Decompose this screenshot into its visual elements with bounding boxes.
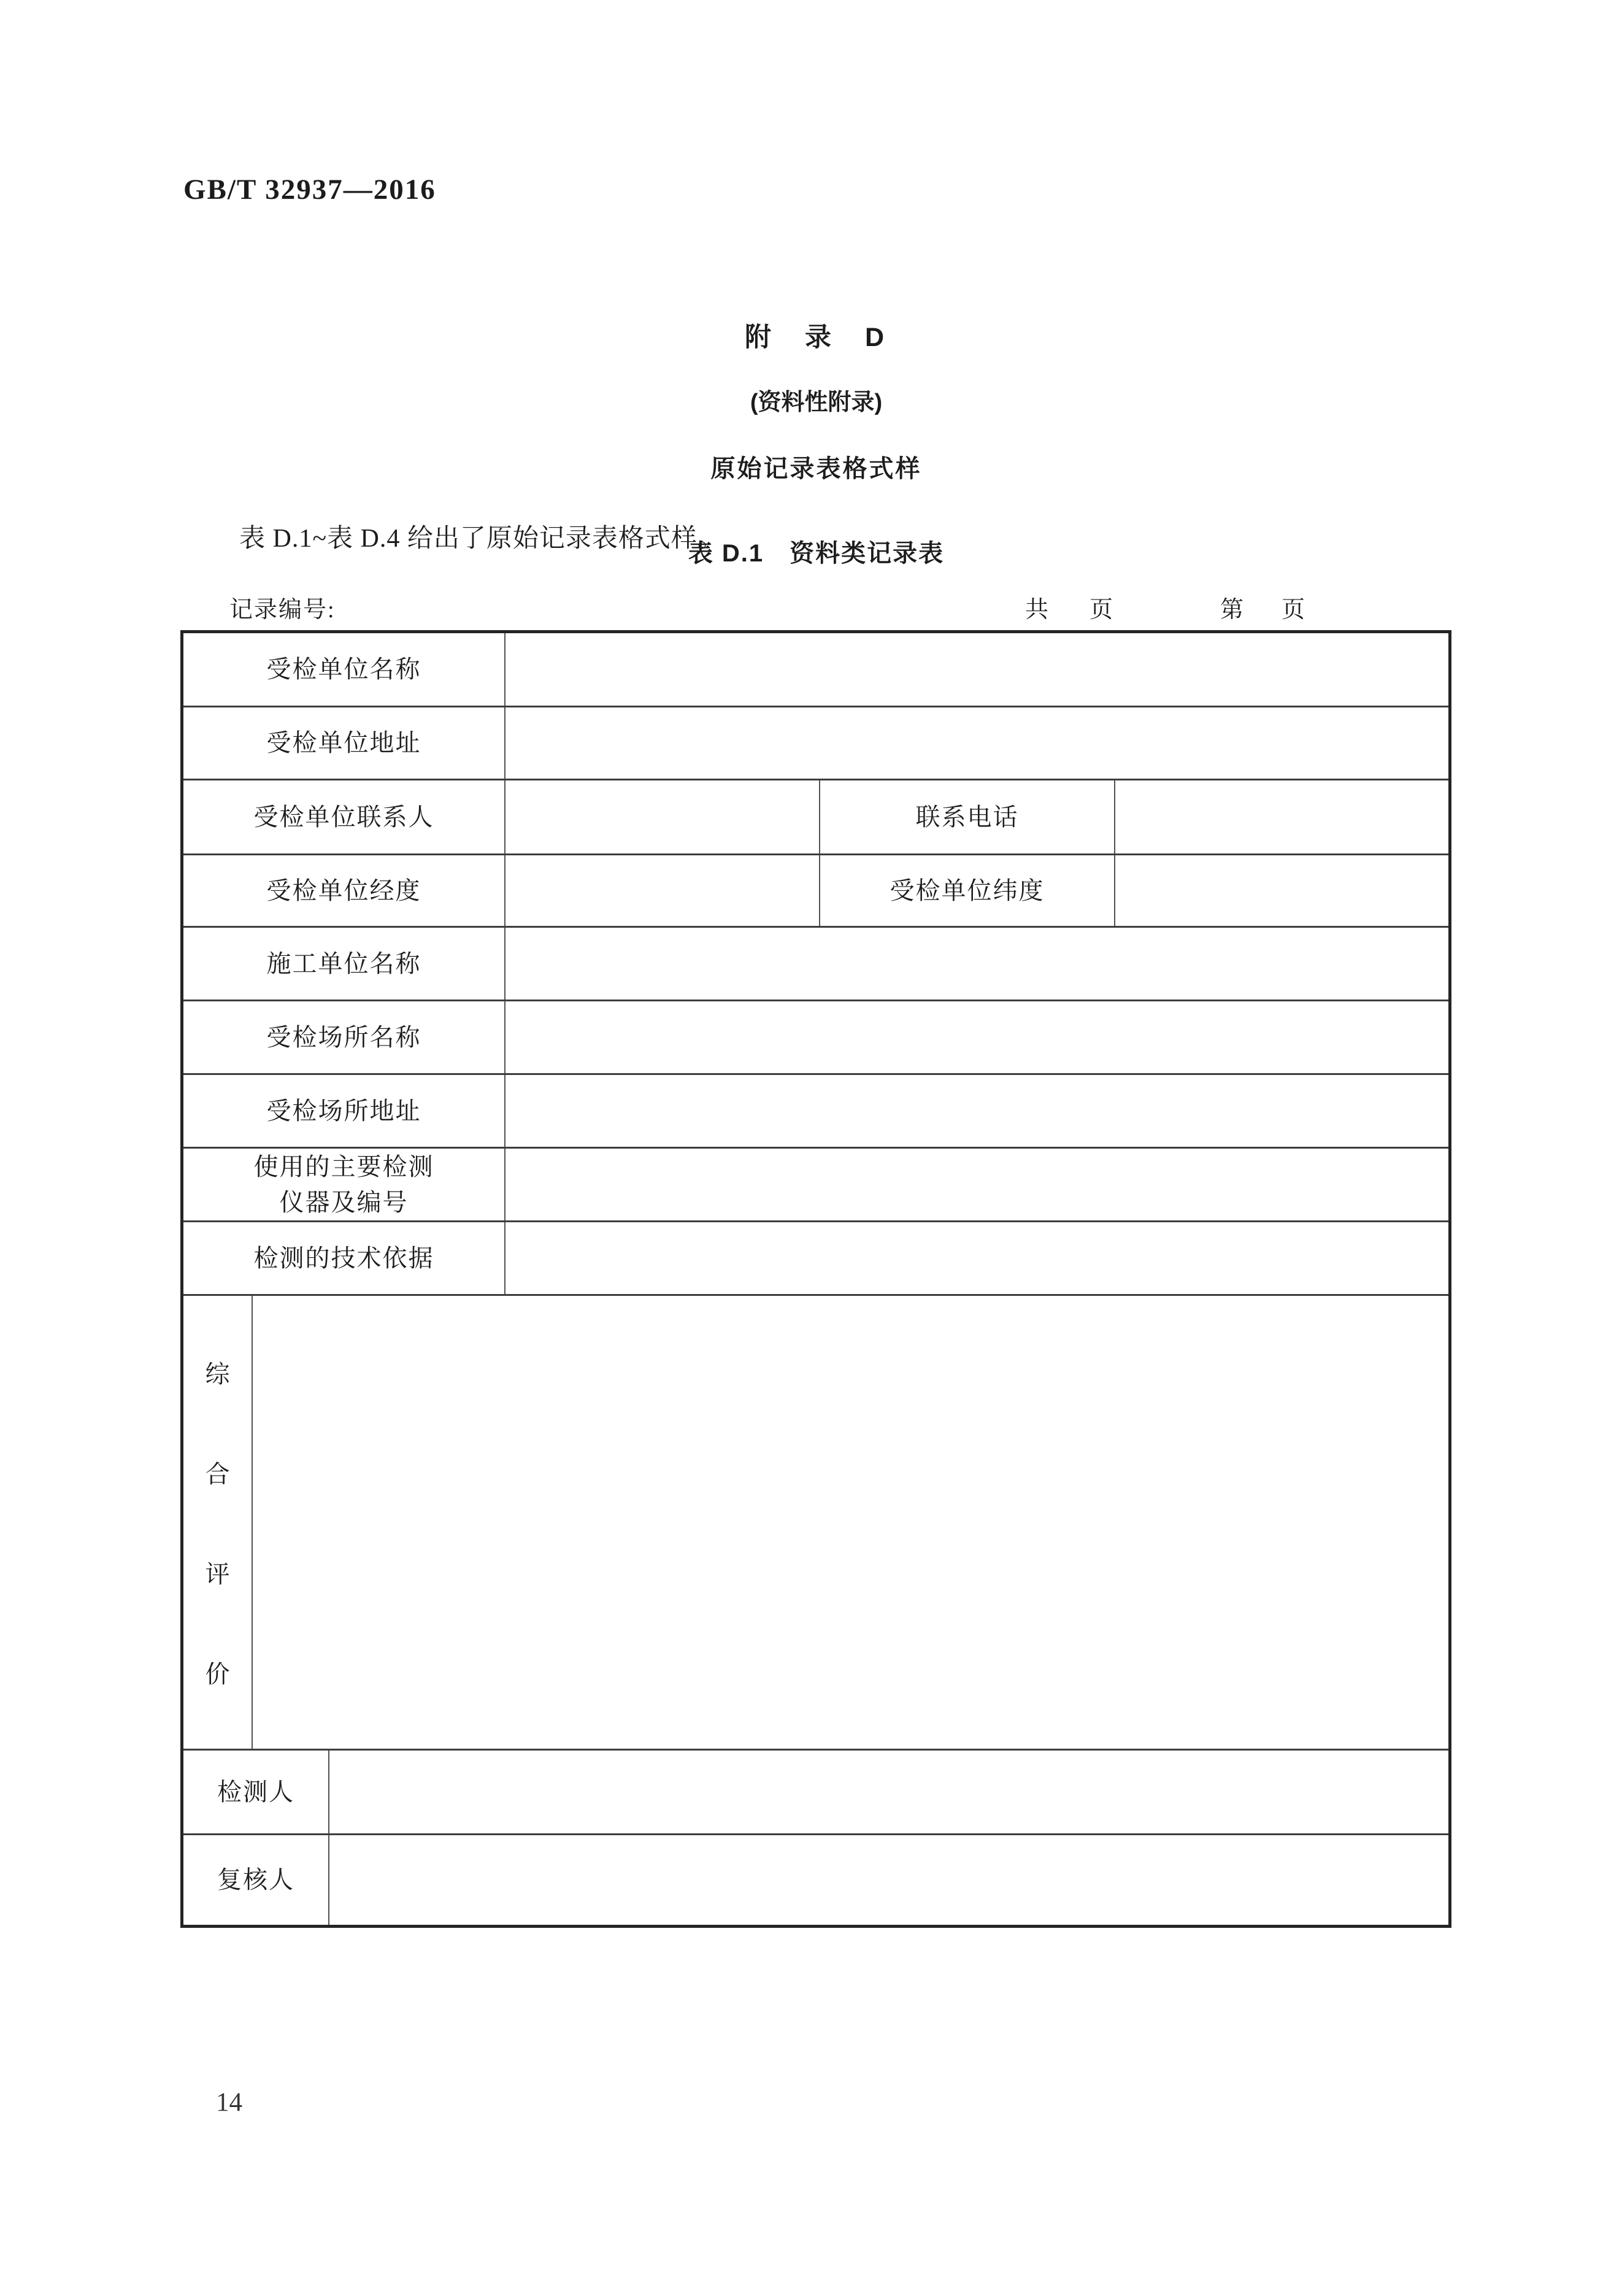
row-value-cell bbox=[505, 928, 1448, 1000]
row-value-cell-2 bbox=[1115, 855, 1448, 926]
appendix-heading: 原始记录表格式样 bbox=[710, 455, 922, 482]
evaluation-char: 评 bbox=[205, 1560, 230, 1588]
row-value-cell bbox=[505, 633, 1448, 706]
intro-text: 表 D.1~表 D.4 给出了原始记录表格式样。 bbox=[239, 525, 724, 553]
evaluation-label bbox=[183, 1296, 253, 1749]
signature-label: 复核人 bbox=[183, 1835, 329, 1925]
current-page-label: 第 bbox=[1220, 597, 1244, 623]
evaluation-char: 合 bbox=[205, 1460, 230, 1488]
row-value-cell bbox=[505, 1149, 1448, 1220]
appendix-title: 附 录 D bbox=[744, 323, 888, 352]
table-row bbox=[183, 707, 1448, 780]
row-value-cell bbox=[505, 780, 820, 853]
row-value-cell bbox=[505, 1075, 1448, 1147]
row-label-line1: 使用的主要检测 bbox=[253, 1152, 434, 1181]
row-label: 检测的技术依据 bbox=[183, 1222, 505, 1294]
signature-row bbox=[183, 1751, 1448, 1835]
row-label: 受检场所地址 bbox=[183, 1075, 505, 1147]
evaluation-row bbox=[183, 1296, 1448, 1751]
row-label: 受检单位名称 bbox=[183, 633, 505, 706]
row-label-2: 联系电话 bbox=[820, 780, 1115, 853]
record-table bbox=[180, 630, 1451, 1928]
total-pages-unit: 页 bbox=[1090, 597, 1113, 623]
record-number-label: 记录编号: bbox=[229, 597, 336, 623]
standard-code: GB/T 32937—2016 bbox=[183, 174, 436, 206]
row-label: 受检单位经度 bbox=[183, 855, 505, 926]
row-label: 受检单位联系人 bbox=[183, 780, 505, 853]
signature-value-cell bbox=[329, 1751, 1448, 1833]
row-value-cell bbox=[505, 1222, 1448, 1294]
table-row bbox=[183, 928, 1448, 1001]
row-label: 受检场所名称 bbox=[183, 1001, 505, 1073]
signature-row bbox=[183, 1835, 1448, 1925]
row-label-2: 受检单位纬度 bbox=[820, 855, 1115, 926]
row-label: 施工单位名称 bbox=[183, 928, 505, 1000]
row-label-line2: 仪器及编号 bbox=[279, 1188, 409, 1216]
row-value-cell bbox=[505, 855, 820, 926]
total-pages-label: 共 bbox=[1025, 597, 1049, 623]
row-value-cell-2 bbox=[1115, 780, 1448, 853]
current-page-unit: 页 bbox=[1282, 597, 1305, 623]
row-label bbox=[183, 1149, 505, 1220]
table-row bbox=[183, 780, 1448, 855]
evaluation-char: 价 bbox=[205, 1660, 230, 1688]
table-row bbox=[183, 1222, 1448, 1296]
table-row bbox=[183, 633, 1448, 707]
signature-value-cell bbox=[329, 1835, 1448, 1925]
table-caption: 表 D.1 资料类记录表 bbox=[688, 540, 945, 567]
row-value-cell bbox=[505, 1001, 1448, 1073]
signature-label: 检测人 bbox=[183, 1751, 329, 1833]
row-label: 受检单位地址 bbox=[183, 707, 505, 779]
evaluation-value-cell bbox=[253, 1296, 1448, 1749]
page-number: 14 bbox=[216, 2088, 242, 2117]
appendix-subtitle: (资料性附录) bbox=[750, 390, 883, 415]
row-value-cell bbox=[505, 707, 1448, 779]
evaluation-char: 综 bbox=[205, 1360, 230, 1388]
table-row bbox=[183, 1075, 1448, 1149]
record-number-line bbox=[0, 590, 1622, 622]
table-row bbox=[183, 1001, 1448, 1075]
table-row bbox=[183, 855, 1448, 928]
table-row bbox=[183, 1149, 1448, 1222]
